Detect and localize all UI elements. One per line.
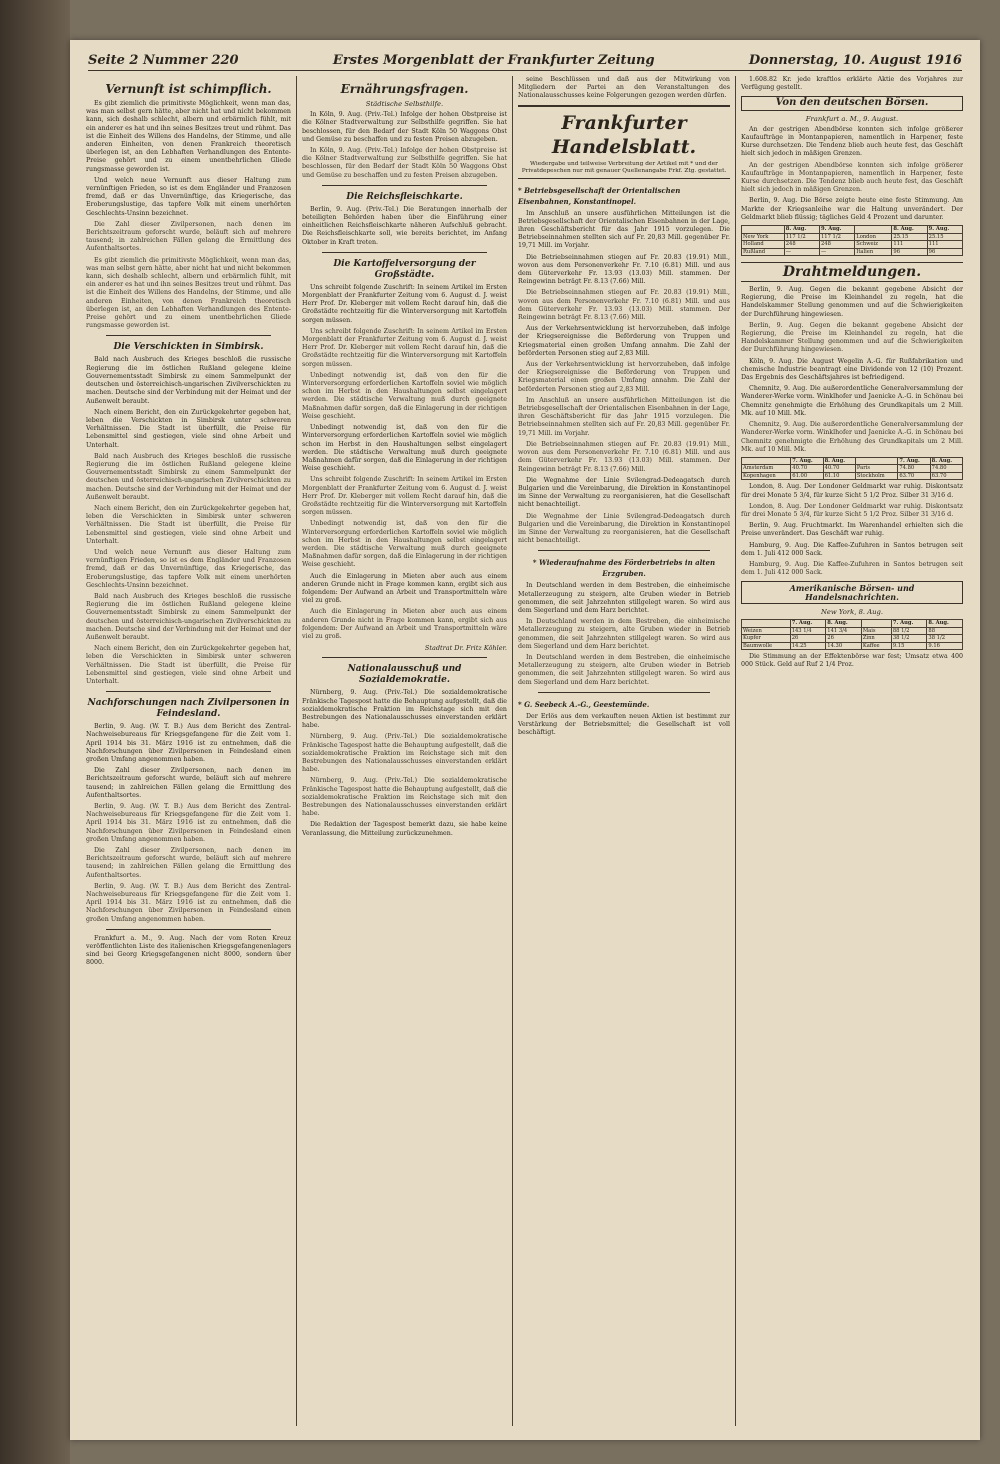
article-paragraph: Der Erlös aus dem verkauften neuen Aktien ist bestimmt zur Verstärkung der Betriebsmittel; die Gesellschaft ist voll beschäftigt. [518,712,730,737]
table-cell: Kupfer [742,635,791,643]
table-header-cell [855,226,892,234]
table-cell: 117 1/2 [784,233,819,241]
table-cell: 14.30 [826,642,862,650]
table-cell: Kopenhagen [742,472,791,480]
article-paragraph: Die Wegnahme der Linie Svilengrad-Dedeagatsch durch Bulgarien und die Vereinbarung, die Direktion in Konstantinopel im Sinne der Verwaltung zu reorganisieren, hat die Gesellschaft nicht benachteiligt. [518,512,730,545]
table-header-cell [742,226,785,234]
divider [538,692,710,693]
column-rule [735,76,736,1426]
article-paragraph: Die Wegnahme der Linie Svilengrad-Dedeagatsch durch Bulgarien und die Vereinbarung, die Direktion in Konstantinopel im Sinne der Verwaltung zu reorganisieren, hat die Gesellschaft nicht benachteiligt. [518,476,730,509]
article-paragraph: An der gestrigen Abendbörse konnten sich infolge größerer Kaufaufträge in Montanpapieren, namentlich in Harpener, feste Kurse durchsetzen. Die Tendenz blieb auch heute fest, das Geschäft hielt sich jedoch in mäßigen Grenzen. [741,125,963,158]
table-cell: New York [742,233,785,241]
running-header [88,50,962,71]
article-title: * Wiederaufnahme des Förderbetriebs in alten Erzgruben. [532,558,716,579]
table-row [742,642,963,650]
commodity-table [741,619,963,650]
article-paragraph: Die Betriebseinnahmen stiegen auf Fr. 20.83 (19.91) Mill., wovon aus dem Personenverkehr Fr. 7.10 (6.81) Mill. und aus dem Güterverkehr Fr. 13.93 (13.03) Mill. stammen. Der Reingewinn beträgt Fr. 8.13 (7.66) Mill. [518,289,730,322]
table-cell: Holland [742,241,785,249]
table-cell: Zinn [861,635,891,643]
article-paragraph: 1.608.82 Kr. jede kraftlos erklärte Aktie des Vorjahres zur Verfügung gestellt. [741,76,963,92]
table-cell: 248 [820,241,855,249]
table-cell: Baumwolle [742,642,791,650]
article-paragraph: An der gestrigen Abendbörse konnten sich infolge größerer Kaufaufträge in Montanpapieren, namentlich in Harpener, feste Kurse durchsetzen. Die Tendenz blieb auch heute fest, das Geschäft hielt sich jedoch in mäßigen Grenzen. [741,161,963,194]
table-cell: 63.70 [898,472,930,480]
header-date: Donnerstag, 10. August 1916 [748,52,962,68]
table-header-cell: 8. Aug. [823,457,855,465]
table-cell: Mais [861,627,891,635]
divider [538,550,710,551]
column-rule [512,76,513,1426]
article-paragraph: Berlin, 9. Aug. (W. T. B.) Aus dem Bericht des Zentral-Nachweisebureaus für Kriegsgefangene für die Zeit vom 1. April 1914 bis 31. März 1916 ist zu entnehmen, daß die Nachforschungen über Zivilpersonen in Feindesland einen großen Umfang angenommen haben. [86,882,291,923]
article-paragraph: Die Betriebseinnahmen stiegen auf Fr. 20.83 (19.91) Mill., wovon aus dem Personenverkehr Fr. 7.10 (6.81) Mill. und aus dem Güterverkehr Fr. 13.93 (13.03) Mill. stammen. Der Reingewinn beträgt Fr. 8.13 (7.66) Mill. [518,440,730,473]
article-paragraph: Berlin, 9. Aug. (Priv.-Tel.) Die Beratungen innerhalb der beteiligten Behörden haben über die Einführung einer einheitlichen Reichsfleischkarte näheren Aufschluß gebracht. Die Reichsfleischkarte soll, wie bereits berichtet, im Anfang Oktober in Kraft treten. [302,205,507,246]
table-cell: 61.00 [791,472,823,480]
table-cell: 40.70 [823,465,855,473]
exchange-table [741,457,963,481]
article-paragraph: Berlin, 9. Aug. Die Börse zeigte heute eine feste Stimmung. Am Markte der Kriegsanleihe war die Haltung unverändert. Der Geldmarkt blieb flüssig; tägliches Geld 4 Prozent und darunter. [741,197,963,221]
divider [106,691,271,692]
article-signature: Stadtrat Dr. Fritz Köhler. [424,644,507,653]
table-cell: 88 [927,627,963,635]
article-title: Nachforschungen nach Zivilpersonen in Feindesland. [87,698,290,720]
article-paragraph: Im Anschluß an unsere ausführlichen Mitteilungen ist die Betriebsgesellschaft der Orientalischen Eisenbahnen in der Lage, ihren Geschäftsbericht für das Jahr 1915 vorzulegen. Die Betriebseinnahmen stellten sich auf Fr. 20,83 Mill. gegenüber Fr. 19,71 Mill. im Vorjahr. [518,209,730,250]
table-cell: Paris [855,465,898,473]
table-row [742,635,963,643]
article-paragraph: Die Stimmung an der Effektenbörse war fest; Umsatz etwa 400 000 Stück. Geld auf Ruf 2 1/4 Proz. [741,653,963,669]
table-cell: Rußland [742,248,785,256]
column-2 [302,76,507,1426]
table-cell: 25.15 [892,233,927,241]
table-cell: 38 1/2 [927,635,963,643]
article-paragraph: Hamburg, 9. Aug. Die Kaffee-Zufuhren in Santos betrugen seit dem 1. Juli 412 000 Sack. [741,541,963,557]
dateline: Frankfurt a. M., 9. August. [805,114,899,123]
article-subtitle: Städtische Selbsthilfe. [365,100,444,108]
article-title: Ernährungsfragen. [340,82,469,96]
article-paragraph: Und welch neue Vernunft aus dieser Haltung zum vernünftigen Frieden, so ist es dem Engländer und Franzosen fremd, daß er das Unvernünftige, das Kriegerische, das Eroberungslustige, das tapfere Volk mit einem unerhörten Geschlechts-Unsinn bezeichnet. [86,176,291,217]
table-header-cell: 8. Aug. [892,226,927,234]
table-cell: 26 [790,635,826,643]
article-paragraph: Bald nach Ausbruch des Krieges beschloß die russische Regierung die im östlichen Rußland gelegene kleine Gouvernementsstadt Simbirsk zu einem Sammelpunkt der deutschen und österreichisch-ungarischen Zivilverschickten zu machen. Deutsche sind der Verbindung mit der Heimat und der Außenwelt beraubt. [86,592,291,641]
table-cell: 248 [784,241,819,249]
section-title-boersen: Von den deutschen Börsen. [741,96,963,110]
table-header-row [742,226,963,234]
article-paragraph: seine Beschlüssen und daß aus der Mitwirkung von Mitgliedern der Partei an den Veranstaltungen des Nationalausschusses keine Folgerungen gezogen werden dürfen. [518,76,730,100]
article-paragraph: Bald nach Ausbruch des Krieges beschloß die russische Regierung die im östlichen Rußland gelegene kleine Gouvernementsstadt Simbirsk zu einem Sammelpunkt der deutschen und österreichisch-ungarischen Zivilverschickten zu machen. Deutsche sind der Verbindung mit der Heimat und der Außenwelt beraubt. [86,356,291,405]
article-paragraph: Nürnberg, 9. Aug. (Priv.-Tel.) Die sozialdemokratische Fränkische Tagespost hatte die Behauptung aufgestellt, daß die sozialdemokratische Fraktion im Reichstage sich mit den Bestrebungen des Nationalausschusses einverstanden erklärt habe. [302,733,507,774]
table-cell: 40.70 [791,465,823,473]
article-paragraph: Berlin, 9. Aug. Gegen die bekannt gegebene Absicht der Regierung, die Preise im Kleinhandel zu regeln, hat die Handelskammer Stellung genommen und auf die Schwierigkeiten der Durchführung hingewiesen. [741,321,963,354]
article-paragraph: Die Zahl dieser Zivilpersonen, nach denen im Berichtszeitraum geforscht wurde, beläuft sich auf mehrere tausend; in zahlreichen Fällen gelang die Ermittlung des Aufenthaltsortes. [86,767,291,799]
article-paragraph: In Köln, 9. Aug. (Priv.-Tel.) Infolge der hohen Obstpreise ist die Kölner Stadtverwaltung zur Selbsthilfe gegriffen. Sie hat beschlossen, für den Bedarf der Stadt Köln 50 Waggons Obst und Gemüse zu beschaffen und zu festen Preisen abzugeben. [302,111,507,143]
header-paper-title: Erstes Morgenblatt der Frankfurter Zeitung [332,52,655,68]
column-4 [741,76,963,1426]
article-title: Die Kartoffelversorgung der Großstädte. [333,258,476,280]
reprint-note: Wiedergabe und teilweise Verbreitung der Artikel mit * und der Privatdepeschen nur mit genauer Quellenangabe Frkf. Ztg. gestattet. [518,161,730,179]
exchange-table [741,225,963,256]
table-row [742,241,963,249]
article-paragraph: Die Betriebseinnahmen stiegen auf Fr. 20.83 (19.91) Mill., wovon aus dem Personenverkehr Fr. 7.10 (6.81) Mill. und aus dem Güterverkehr Fr. 13.93 (13.03) Mill. stammen. Der Reingewinn beträgt Fr. 8.13 (7.66) Mill. [518,253,730,286]
divider [322,252,487,253]
article-paragraph: Chemnitz, 9. Aug. Die außerordentliche Generalversammlung der Wanderer-Werke vorm. Winklhofer und Jaenicke A.-G. in Schönau bei Chemnitz genehmigte die Erhöhung des Grundkapitals um 2 Mill. Mk. auf 10 Mill. Mk. [741,421,963,453]
article-paragraph: Die Zahl dieser Zivilpersonen, nach denen im Berichtszeitraum geforscht wurde, beläuft sich auf mehrere tausend; in zahlreichen Fällen gelang die Ermittlung des Aufenthaltsortes. [86,220,291,253]
table-header-cell: 7. Aug. [891,620,927,628]
table-cell: 74.80 [898,465,930,473]
table-header-cell: 7. Aug. [790,620,826,628]
article-paragraph: Es gibt ziemlich die primitivste Möglichkeit, wenn man das, was man selbst gern hätte, aber nicht hat und nicht bekommen kann, sich deshalb schlecht, albern und erbärmlich fühlt, mit ein anderer es hat und ihn seines Besitzes treut und rühmt. Das ist die Einheit des Willens des Handelns, der Stimme, und alle anderen Einheiten, von denen Frankreich theoretisch überlegen ist, an den Lebhaften Verhandlungen des Entente-Preise gehört und zu einem unentbehrlichen Gliede rungsmasse geworden ist. [86,100,291,173]
table-cell: — [784,248,819,256]
table-row [742,233,963,241]
article-paragraph: Die Redaktion der Tagespost bemerkt dazu, sie habe keine Veranlassung, die Mitteilung zurückzunehmen. [302,821,507,837]
table-cell: 143 1/4 [790,627,826,635]
article-paragraph: In Deutschland werden in dem Bestreben, die einheimische Metallerzeugung zu steigern, alte Gruben wieder in Betrieb genommen, die seit Jahrzehnten stillgelegt waren. So wird aus dem Siegerland und dem Harz berichtet. [518,653,730,686]
table-cell: 63.70 [930,472,962,480]
article-paragraph: Uns schreibt folgende Zuschrift: In seinem Artikel im Ersten Morgenblatt der Frankfurter Zeitung vom 6. August d. J. weist Herr Prof. Dr. Kleberger mit vollem Recht darauf hin, daß die Großstädte rechtzeitig für die Winterversorgung mit Kartoffeln sorgen müssen. [302,327,507,368]
article-paragraph: Im Anschluß an unsere ausführlichen Mitteilungen ist die Betriebsgesellschaft der Orientalischen Eisenbahnen in der Lage, ihren Geschäftsbericht für das Jahr 1915 vorzulegen. Die Betriebseinnahmen stellten sich auf Fr. 20,83 Mill. gegenüber Fr. 19,71 Mill. im Vorjahr. [518,396,730,437]
section-title-amerika: Amerikanische Börsen- und Handelsnachrichten. [741,581,963,603]
table-cell: 111 [927,241,962,249]
article-title: Nationalausschuß und Sozialdemokratie. [347,664,462,686]
divider [106,335,271,336]
article-paragraph: Unbedingt notwendig ist, daß von den für die Winterversorgung erforderlichen Kartoffeln soviel wie möglich schon im Herbst in den Haushaltungen selbst eingelagert werden. Die städtische Verwaltung muß durch geeignete Maßnahmen dafür sorgen, daß die Einlagerung in der richtigen Weise geschieht. [302,424,507,473]
table-header-row [742,620,963,628]
newspaper-page [70,40,980,1440]
table-cell: Schweiz [855,241,892,249]
article-paragraph: Hamburg, 9. Aug. Die Kaffee-Zufuhren in Santos betrugen seit dem 1. Juli 412 000 Sack. [741,561,963,577]
column-rule [296,76,297,1426]
article-paragraph: Die Zahl dieser Zivilpersonen, nach denen im Berichtszeitraum geforscht wurde, beläuft sich auf mehrere tausend; in zahlreichen Fällen gelang die Ermittlung des Aufenthaltsortes. [86,847,291,879]
table-cell: 96 [892,248,927,256]
article-paragraph: Aus der Verkehrsentwicklung ist hervorzuheben, daß infolge der Kriegsereignisse die Beförderung von Truppen und Kriegsmaterial einen großen Umfang annahm. Die Zahl der beförderten Personen stieg auf 2,83 Mill. [518,325,730,357]
table-header-cell: 9. Aug. [820,226,855,234]
divider [322,185,487,186]
article-paragraph: Unbedingt notwendig ist, daß von den für die Winterversorgung erforderlichen Kartoffeln soviel wie möglich schon im Herbst in den Haushaltungen selbst eingelagert werden. Die städtische Verwaltung muß durch geeignete Maßnahmen dafür sorgen, daß die Einlagerung in der richtigen Weise geschieht. [302,371,507,420]
section-title-handelsblatt: Frankfurter Handelsblatt. [518,105,730,159]
table-cell: 88 1/2 [891,627,927,635]
divider [322,657,487,658]
article-paragraph: Uns schreibt folgende Zuschrift: In seinem Artikel im Ersten Morgenblatt der Frankfurter Zeitung vom 6. August d. J. weist Herr Prof. Dr. Kleberger mit vollem Recht darauf hin, daß die Großstädte rechtzeitig für die Winterversorgung mit Kartoffeln sorgen müssen. [302,476,507,517]
table-header-cell [855,457,898,465]
article-paragraph: London, 8. Aug. Der Londoner Geldmarkt war ruhig. Diskontsatz für drei Monate 5 3/4, für kurze Sicht 5 1/2 Proz. Silber 31 3/16 d. [741,502,963,519]
article-paragraph: Nach einem Bericht, den ein Zurückgekehrter gegeben hat, leben die Verschickten in Simbirsk unter schweren Verhältnissen. Die Stadt ist überfüllt, die Preise für Lebensmittel sind gestiegen, viele sind ohne Arbeit und Unterhalt. [86,645,291,685]
table-header-row [742,457,963,465]
section-title-drahtmeldungen: Drahtmeldungen. [741,262,963,282]
header-page-number: Seite 2 Nummer 220 [88,52,239,68]
table-header-cell: 8. Aug. [927,620,963,628]
table-cell: Weizen [742,627,791,635]
article-paragraph: Berlin, 9. Aug. (W. T. B.) Aus dem Bericht des Zentral-Nachweisebureaus für Kriegsgefangene für die Zeit vom 1. April 1914 bis 31. März 1916 ist zu entnehmen, daß die Nachforschungen über Zivilpersonen in Feindesland einen großen Umfang angenommen haben. [86,723,291,764]
table-header-cell: 7. Aug. [898,457,930,465]
article-paragraph: Uns schreibt folgende Zuschrift: In seinem Artikel im Ersten Morgenblatt der Frankfurter Zeitung vom 6. August d. J. weist Herr Prof. Dr. Kleberger mit vollem Recht darauf hin, daß die Großstädte rechtzeitig für die Winterversorgung mit Kartoffeln sorgen müssen. [302,283,507,324]
table-row [742,465,963,473]
table-cell: Italien [855,248,892,256]
table-cell: Stockholm [855,472,898,480]
article-paragraph: In Deutschland werden in dem Bestreben, die einheimische Metallerzeugung zu steigern, alte Gruben wieder in Betrieb genommen, die seit Jahrzehnten stillgelegt waren. So wird aus dem Siegerland und dem Harz berichtet. [518,582,730,614]
table-cell: London [855,233,892,241]
article-paragraph: Bald nach Ausbruch des Krieges beschloß die russische Regierung die im östlichen Rußland gelegene kleine Gouvernementsstadt Simbirsk zu einem Sammelpunkt der deutschen und österreichisch-ungarischen Zivilverschickten zu machen. Deutsche sind der Verbindung mit der Heimat und der Außenwelt beraubt. [86,452,291,501]
table-cell: 25.15 [927,233,962,241]
table-cell: Kaffee [861,642,891,650]
table-cell: 74.80 [930,465,962,473]
table-cell: 26 [826,635,862,643]
article-paragraph: Auch die Einlagerung in Mieten aber auch aus einem anderen Grunde nicht in Frage kommen kann, ergibt sich aus folgendem: Der Aufwand an Arbeit und Transportmitteln wäre viel zu groß. [302,572,507,605]
article-paragraph: Chemnitz, 9. Aug. Die außerordentliche Generalversammlung der Wanderer-Werke vorm. Winklhofer und Jaenicke A.-G. in Schönau bei Chemnitz genehmigte die Erhöhung des Grundkapitals um 2 Mill. Mk. auf 10 Mill. Mk. [741,385,963,417]
column-3 [518,76,730,1426]
table-header-cell: 9. Aug. [927,226,962,234]
article-paragraph: In Deutschland werden in dem Bestreben, die einheimische Metallerzeugung zu steigern, alte Gruben wieder in Betrieb genommen, die seit Jahrzehnten stillgelegt waren. So wird aus dem Siegerland und dem Harz berichtet. [518,618,730,650]
table-row [742,472,963,480]
article-paragraph: London, 8. Aug. Der Londoner Geldmarkt war ruhig. Diskontsatz für drei Monate 5 3/4, für kurze Sicht 5 1/2 Proz. Silber 31 3/16 d. [741,483,963,499]
table-header-cell: 8. Aug. [784,226,819,234]
table-header-cell: 8. Aug. [930,457,962,465]
article-paragraph: Aus der Verkehrsentwicklung ist hervorzuheben, daß infolge der Kriegsereignisse die Beförderung von Truppen und Kriegsmaterial einen großen Umfang annahm. Die Zahl der beförderten Personen stieg auf 2,83 Mill. [518,361,730,393]
table-header-cell: 8. Aug. [826,620,862,628]
article-paragraph: Unbedingt notwendig ist, daß von den für die Winterversorgung erforderlichen Kartoffeln soviel wie möglich schon im Herbst in den Haushaltungen selbst eingelagert werden. Die städtische Verwaltung muß durch geeignete Maßnahmen dafür sorgen, daß die Einlagerung in der richtigen Weise geschieht. [302,520,507,569]
article-title: Die Reichsfleischkarte. [346,191,463,202]
table-cell: 14.25 [790,642,826,650]
table-header-cell [861,620,891,628]
article-paragraph: Nürnberg, 9. Aug. (Priv.-Tel.) Die sozialdemokratische Fränkische Tagespost hatte die Behauptung aufgestellt, daß die sozialdemokratische Fraktion im Reichstage sich mit den Bestrebungen des Nationalausschusses einverstanden erklärt habe. [302,689,507,730]
article-paragraph: Berlin, 9. Aug. Gegen die bekannt gegebene Absicht der Regierung, die Preise im Kleinhandel zu regeln, hat die Handelskammer Stellung genommen und auf die Schwierigkeiten der Durchführung hingewiesen. [741,286,963,318]
article-paragraph: Nach einem Bericht, den ein Zurückgekehrter gegeben hat, leben die Verschickten in Simbirsk unter schweren Verhältnissen. Die Stadt ist überfüllt, die Preise für Lebensmittel sind gestiegen, viele sind ohne Arbeit und Unterhalt. [86,408,291,449]
table-cell: 9.15 [891,642,927,650]
table-cell: 9.16 [927,642,963,650]
table-row [742,248,963,256]
book-binding [0,0,70,1464]
divider [106,929,271,930]
article-paragraph: Nürnberg, 9. Aug. (Priv.-Tel.) Die sozialdemokratische Fränkische Tagespost hatte die Behauptung aufgestellt, daß die sozialdemokratische Fraktion im Reichstage sich mit den Bestrebungen des Nationalausschusses einverstanden erklärt habe. [302,777,507,818]
article-paragraph: Berlin, 9. Aug. Fruchtmarkt. Im Warenhandel erhielten sich die Preise unverändert. Das Geschäft war ruhig. [741,522,963,538]
article-paragraph: Frankfurt a. M., 9. Aug. Nach der vom Roten Kreuz veröffentlichten Liste des italienischen Kriegsgefangenenlagers sind bei Georg Kriegsgefangenen nicht 8000, sondern über 8000. [86,934,291,967]
article-paragraph: Köln, 9. Aug. Die August Wegelin A.-G. für Rußfabrikation und chemische Industrie beantragt eine Dividende von 12 (10) Prozent. Das Ergebnis des Geschäftsjahres ist befriedigend. [741,357,963,382]
table-cell: 61.10 [823,472,855,480]
table-cell: 117 1/2 [820,233,855,241]
article-paragraph: In Köln, 9. Aug. (Priv.-Tel.) Infolge der hohen Obstpreise ist die Kölner Stadtverwaltung zur Selbsthilfe gegriffen. Sie hat beschlossen, für den Bedarf der Stadt Köln 50 Waggons Obst und Gemüse zu beschaffen und zu festen Preisen abzugeben. [302,147,507,179]
table-cell: 38 1/2 [891,635,927,643]
article-title: * Betriebsgesellschaft der Orientalischen Eisenbahnen, Konstantinopel. [518,185,681,206]
article-paragraph: Auch die Einlagerung in Mieten aber auch aus einem anderen Grunde nicht in Frage kommen kann, ergibt sich aus folgendem: Der Aufwand an Arbeit und Transportmitteln wäre viel zu groß. [302,608,507,640]
article-paragraph: Und welch neue Vernunft aus dieser Haltung zum vernünftigen Frieden, so ist es dem Engländer und Franzosen fremd, daß er das Unvernünftige, das Kriegerische, das Eroberungslustige, das tapfere Volk mit einem unerhörten Geschlechts-Unsinn bezeichnet. [86,548,291,589]
table-cell: Amsterdam [742,465,791,473]
table-row [742,627,963,635]
table-cell: 96 [927,248,962,256]
table-header-cell: 7. Aug. [791,457,823,465]
article-title: * G. Seebeck A.-G., Geestemünde. [518,699,650,709]
table-cell: 141 3/4 [826,627,862,635]
table-cell: 111 [892,241,927,249]
dateline: New York, 8. Aug. [820,607,884,616]
article-title: Vernunft ist schimpflich. [105,82,272,96]
column-1 [86,76,291,1426]
article-paragraph: Nach einem Bericht, den ein Zurückgekehrter gegeben hat, leben die Verschickten in Simbirsk unter schweren Verhältnissen. Die Stadt ist überfüllt, die Preise für Lebensmittel sind gestiegen, viele sind ohne Arbeit und Unterhalt. [86,504,291,545]
table-header-cell [742,620,791,628]
table-header-cell [742,457,791,465]
article-paragraph: Es gibt ziemlich die primitivste Möglichkeit, wenn man das, was man selbst gern hätte, aber nicht hat und nicht bekommen kann, sich deshalb schlecht, albern und erbärmlich fühlt, mit ein anderer es hat und ihn seines Besitzes treut und rühmt. Das ist die Einheit des Willens des Handelns, der Stimme, und alle anderen Einheiten, von denen Frankreich theoretisch überlegen ist, an den Lebhaften Verhandlungen des Entente-Preise gehört und zu einem unentbehrlichen Gliede rungsmasse geworden ist. [86,256,291,330]
table-cell: — [820,248,855,256]
article-title: Die Verschickten in Simbirsk. [113,342,264,353]
article-paragraph: Berlin, 9. Aug. (W. T. B.) Aus dem Bericht des Zentral-Nachweisebureaus für Kriegsgefangene für die Zeit vom 1. April 1914 bis 31. März 1916 ist zu entnehmen, daß die Nachforschungen über Zivilpersonen in Feindesland einen großen Umfang angenommen haben. [86,803,291,843]
